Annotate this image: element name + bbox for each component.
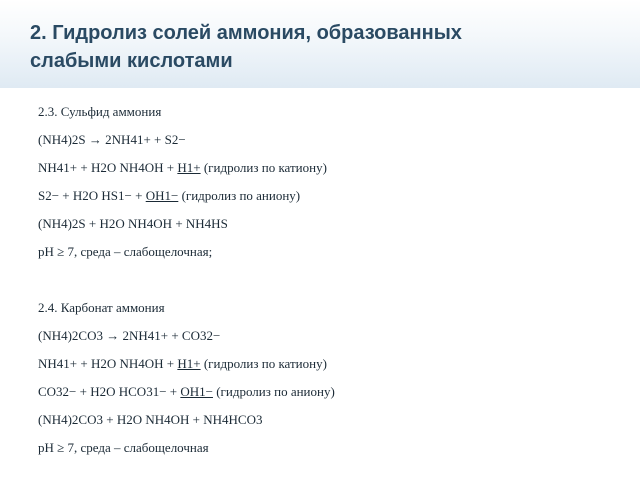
ph-statement: pH ≥ 7, среда – слабощелочная; bbox=[38, 244, 213, 259]
spacer bbox=[38, 266, 618, 294]
anion-hydrolysis-equation bbox=[38, 182, 618, 210]
section-heading-ammonium-carbonate: 2.4. Карбонат аммония bbox=[38, 300, 165, 315]
hydrogen-ion: H1+ bbox=[177, 160, 201, 175]
equation-note: (гидролиз по катиону) bbox=[200, 356, 327, 371]
slide-header bbox=[0, 0, 640, 88]
dissociation-equation: (NH4)2S → 2NH41+ + S2− bbox=[38, 132, 186, 147]
slide-content bbox=[38, 98, 618, 462]
hydrogen-ion: H1+ bbox=[177, 356, 201, 371]
equation-text: S2− + H2O HS1− + bbox=[38, 188, 146, 203]
ph-statement: pH ≥ 7, среда – слабощелочная bbox=[38, 440, 209, 455]
cation-hydrolysis-equation bbox=[38, 350, 618, 378]
overall-equation: (NH4)2CO3 + H2O NH4OH + NH4HCO3 bbox=[38, 412, 263, 427]
hydroxide-ion: OH1− bbox=[180, 384, 213, 399]
hydroxide-ion: OH1− bbox=[145, 188, 179, 203]
equation-text: NH41+ + H2O NH4OH + bbox=[38, 356, 178, 371]
equation-text: CO32− + H2O HCO31− + bbox=[38, 384, 181, 399]
anion-hydrolysis-equation bbox=[38, 378, 618, 406]
dissociation-equation: (NH4)2CO3 → 2NH41+ + CO32− bbox=[38, 328, 221, 343]
equation-note: (гидролиз по катиону) bbox=[200, 160, 327, 175]
title-line-2: слабыми кислотами bbox=[30, 50, 233, 72]
overall-equation: (NH4)2S + H2O NH4OH + NH4HS bbox=[38, 216, 228, 231]
cation-hydrolysis-equation bbox=[38, 154, 618, 182]
equation-note: (гидролиз по аниону) bbox=[212, 384, 335, 399]
equation-note: (гидролиз по аниону) bbox=[178, 188, 301, 203]
title-line-1: 2. Гидролиз солей аммония, образованных bbox=[30, 22, 462, 44]
section-heading-ammonium-sulfide: 2.3. Сульфид аммония bbox=[38, 104, 162, 119]
slide-title bbox=[30, 19, 620, 75]
equation-text: NH41+ + H2O NH4OH + bbox=[38, 160, 178, 175]
